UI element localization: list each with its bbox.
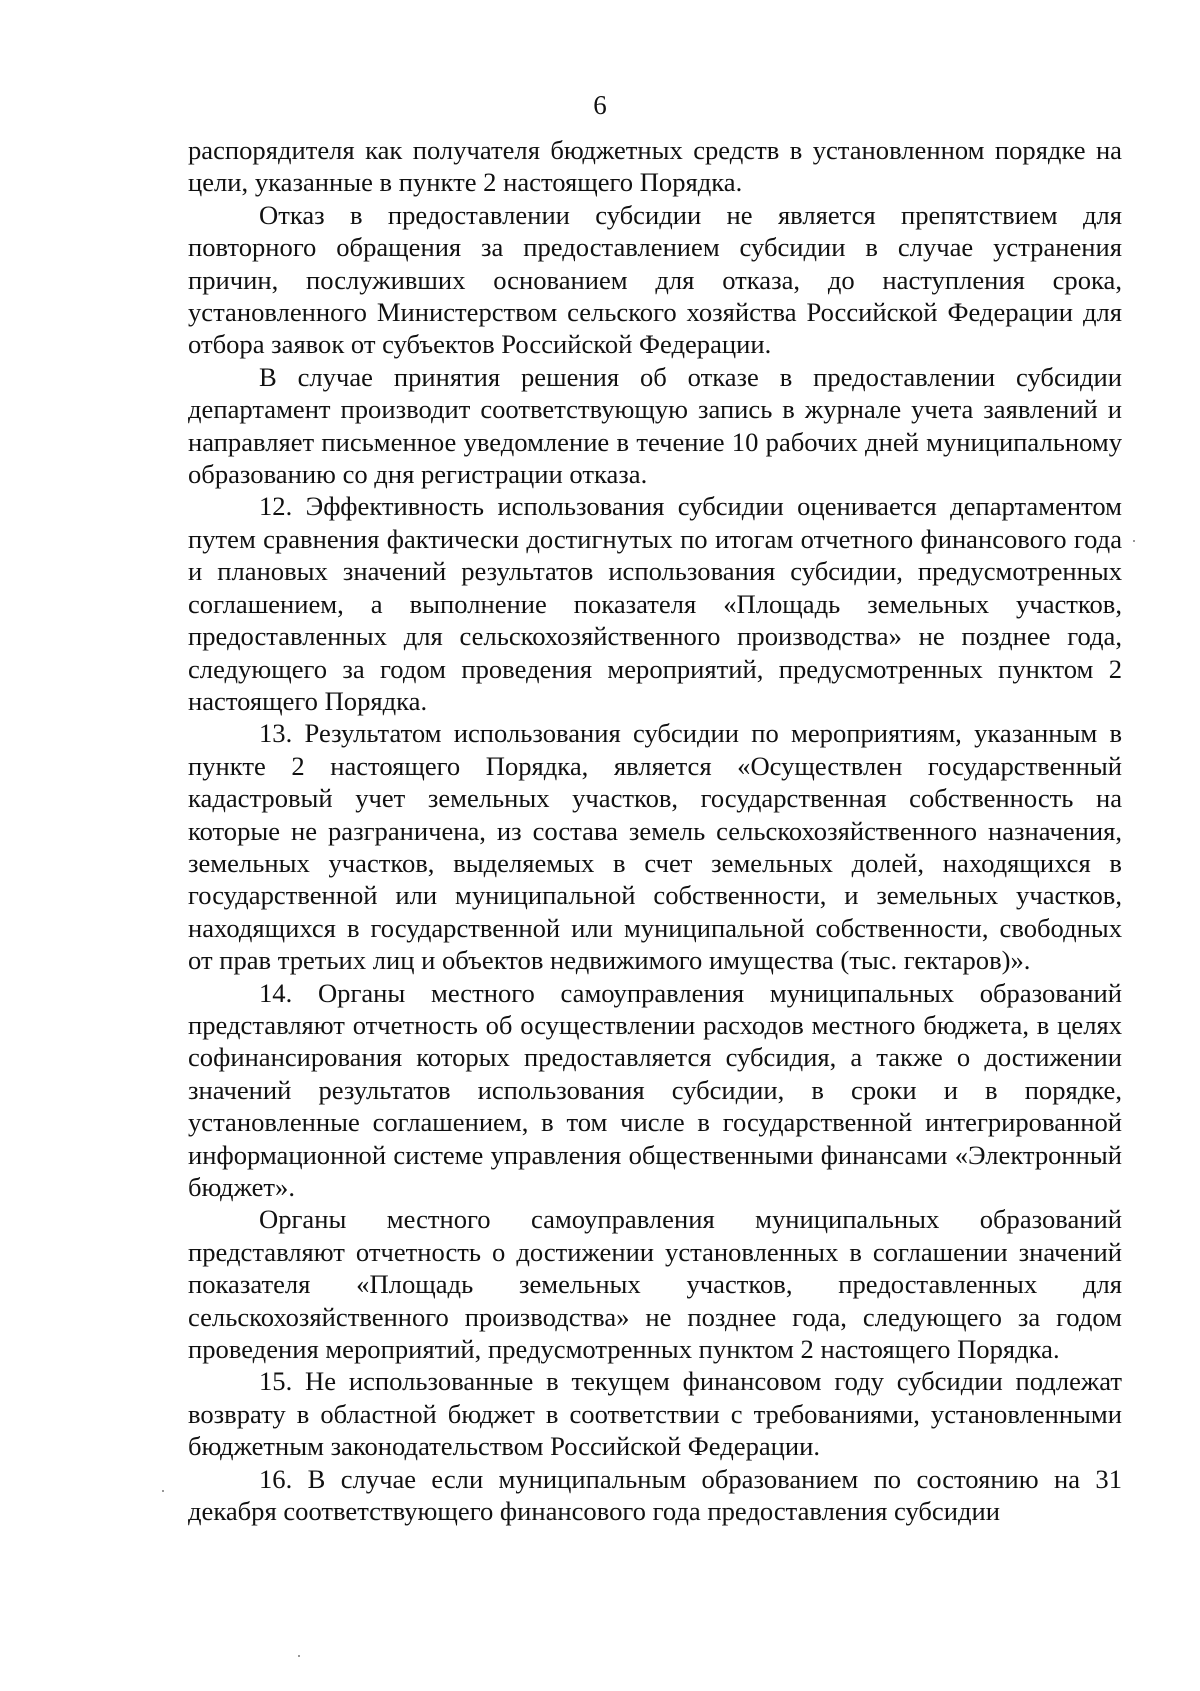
paragraph-refusal-not-obstacle: Отказ в предоставлении субсидии не является препятствием для повторного обращения за предоставлением субсидии в случае устранения причин, послуживших основанием для отказа, до наступления срока, установленного Министерством сельского хозяйства Российской Федерации для отбора заявок от субъектов Российской Федерации. (188, 199, 1122, 360)
paragraph-clause-14: 14. Органы местного самоуправления муниципальных образований представляют отчетность об осуществлении расходов местного бюджета, в целях софинансирования которых предоставляется субсидия, а также о достижении значений результатов использования субсидии, в сроки и в порядке, установленные соглашением, в том числе в государственной интегрированной информационной системе управления общественными финансами «Электронный бюджет». (188, 977, 1122, 1202)
paragraph-refusal-notification: В случае принятия решения об отказе в предоставлении субсидии департамент производит соответствующую запись в журнале учета заявлений и направляет письменное уведомление в течение 10 рабочих дней муниципальному образованию со дня регистрации отказа. (188, 361, 1122, 490)
paragraph-clause-16: 16. В случае если муниципальным образованием по состоянию на 31 декабря соответствующего финансового года предоставления субсидии (188, 1463, 1122, 1527)
scan-speck (1133, 540, 1135, 542)
page-number: 6 (593, 90, 607, 120)
paragraph-clause-14-reporting: Органы местного самоуправления муниципальных образований представляют отчетность о достижении установленных в соглашении значений показателя «Площадь земельных участков, предоставленных для сельскохозяйственного производства» не позднее года, следующего за годом проведения мероприятий, предусмотренных пунктом 2 настоящего Порядка. (188, 1204, 1122, 1365)
scan-speck (298, 1655, 300, 1657)
document-body (188, 134, 1122, 1527)
paragraph-clause-15: 15. Не использованные в текущем финансовом году субсидии подлежат возврату в областной бюджет в соответствии с требованиями, установленными бюджетным законодательством Российской Федерации. (188, 1366, 1122, 1462)
paragraph-clause-13: 13. Результатом использования субсидии по мероприятиям, указанным в пункте 2 настоящего Порядка, является «Осуществлен государственный кадастровый учет земельных участков, государственная собственность на которые не разграничена, из состава земель сельскохозяйственного назначения, земельных участков, выделяемых в счет земельных долей, находящихся в государственной или муниципальной собственности, и земельных участков, находящихся в государственной или муниципальной собственности, свободных от прав третьих лиц и объектов недвижимого имущества (тыс. гектаров)». (188, 718, 1122, 976)
scan-speck (162, 1490, 164, 1492)
paragraph-clause-12: 12. Эффективность использования субсидии оценивается департаментом путем сравнения фактически достигнутых по итогам отчетного финансового года и плановых значений результатов использования субсидии, предусмотренных соглашением, а выполнение показателя «Площадь земельных участков, предоставленных для сельскохозяйственного производства» не позднее года, следующего за годом проведения мероприятий, предусмотренных пунктом 2 настоящего Порядка. (188, 491, 1122, 716)
paragraph-continuation: распорядителя как получателя бюджетных средств в установленном порядке на цели, указанные в пункте 2 настоящего Порядка. (188, 135, 1122, 198)
